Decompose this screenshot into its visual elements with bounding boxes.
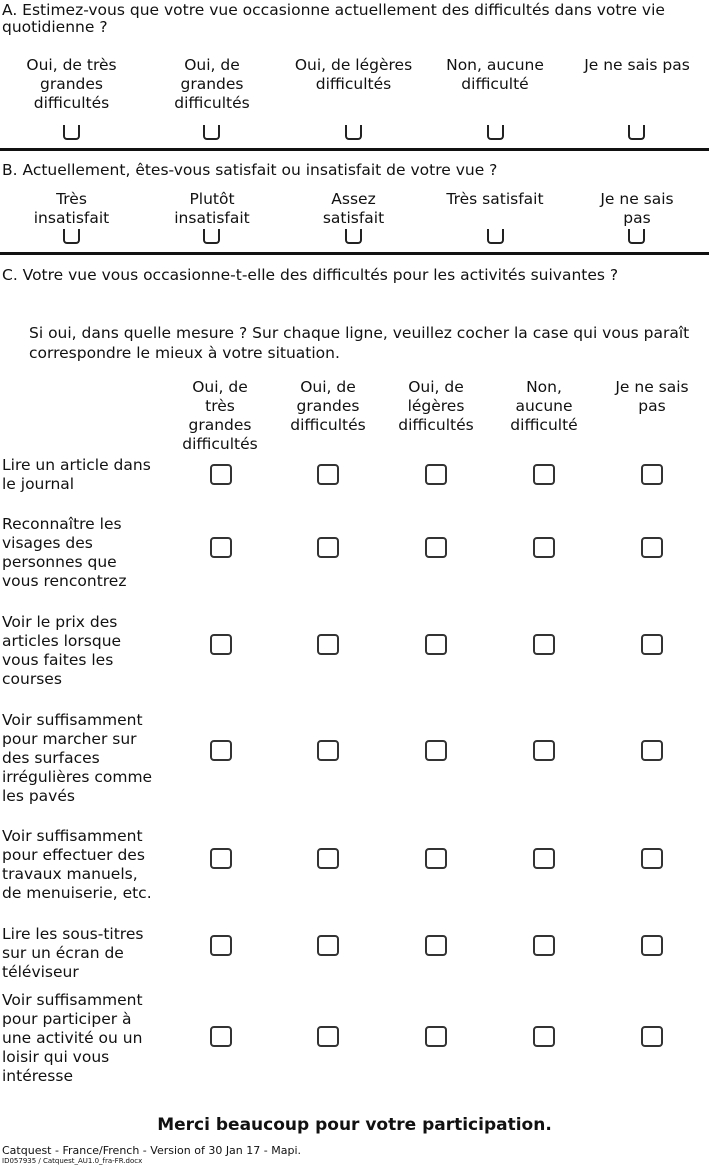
grid-checkbox[interactable] [317, 537, 339, 558]
section-b-checkbox-1[interactable] [63, 229, 80, 244]
grid-checkbox[interactable] [210, 537, 232, 558]
grid-checkbox[interactable] [641, 634, 663, 655]
section-a-question: A. Estimez-vous que votre vue occasionne actuellement des difficultés dans votre vie quotidienne ? [2, 1, 665, 36]
grid-checkbox[interactable] [317, 634, 339, 655]
grid-checkbox[interactable] [425, 464, 447, 485]
section-a-option-2: Oui, de grandes difficultés [174, 56, 250, 112]
grid-checkbox[interactable] [210, 740, 232, 761]
section-b-question: B. Actuellement, êtes-vous satisfait ou insatisfait de votre vue ? [2, 161, 498, 179]
grid-checkbox[interactable] [641, 935, 663, 956]
section-b-option-5: Je ne sais pas [600, 190, 674, 227]
section-a-checkbox-5[interactable] [628, 125, 645, 140]
section-c-instruction: Si oui, dans quelle mesure ? Sur chaque ligne, veuillez cocher la case qui vous paraît correspondre le mieux à votre situation. [29, 324, 690, 362]
grid-checkbox[interactable] [210, 464, 232, 485]
grid-row-label: Reconnaître les visages des personnes que vous rencontrez [2, 515, 127, 590]
grid-checkbox[interactable] [210, 634, 232, 655]
document-id: ID057935 / Catquest_AU1.0_fra-FR.docx [2, 1157, 143, 1165]
section-b-checkbox-5[interactable] [628, 229, 645, 244]
grid-checkbox[interactable] [425, 634, 447, 655]
section-a-option-3: Oui, de légères difficultés [294, 56, 413, 93]
section-c-question: C. Votre vue vous occasionne-t-elle des difficultés pour les activités suivantes ? [2, 266, 619, 284]
section-divider [0, 252, 709, 255]
section-a-option-4: Non, aucune difficulté [446, 56, 544, 93]
grid-checkbox[interactable] [317, 740, 339, 761]
grid-row-label: Lire un article dans le journal [2, 456, 151, 493]
section-b-option-4: Très satisfait [446, 190, 544, 208]
section-divider [0, 148, 709, 151]
grid-checkbox[interactable] [210, 935, 232, 956]
grid-checkbox[interactable] [425, 537, 447, 558]
grid-checkbox[interactable] [210, 848, 232, 869]
section-b-checkbox-3[interactable] [345, 229, 362, 244]
grid-checkbox[interactable] [533, 464, 555, 485]
section-a-checkbox-3[interactable] [345, 125, 362, 140]
section-b-option-1: Très insatisfait [33, 190, 110, 227]
grid-checkbox[interactable] [425, 740, 447, 761]
grid-row-label: Voir suffisamment pour participer à une activité ou un loisir qui vous intéresse [2, 991, 143, 1085]
section-b-option-3: Assez satisfait [322, 190, 385, 227]
grid-checkbox[interactable] [533, 935, 555, 956]
grid-checkbox[interactable] [425, 935, 447, 956]
grid-checkbox[interactable] [641, 740, 663, 761]
section-b-checkbox-4[interactable] [487, 229, 504, 244]
section-b-checkbox-2[interactable] [203, 229, 220, 244]
grid-checkbox[interactable] [533, 634, 555, 655]
grid-row-label: Voir suffisamment pour marcher sur des surfaces irrégulières comme les pavés [2, 711, 153, 805]
section-a-option-5: Je ne sais pas [584, 56, 690, 74]
grid-checkbox[interactable] [317, 464, 339, 485]
thank-you-message: Merci beaucoup pour votre participation. [157, 1115, 552, 1135]
grid-column-header-5: Je ne sais pas [615, 378, 689, 415]
grid-row-label: Voir suffisamment pour effectuer des travaux manuels, de menuiserie, etc. [2, 827, 152, 902]
grid-checkbox[interactable] [425, 848, 447, 869]
grid-checkbox[interactable] [425, 1026, 447, 1047]
grid-checkbox[interactable] [533, 537, 555, 558]
section-a-checkbox-2[interactable] [203, 125, 220, 140]
grid-checkbox[interactable] [533, 848, 555, 869]
section-a-option-1: Oui, de très grandes difficultés [26, 56, 117, 112]
grid-column-header-3: Oui, de légères difficultés [398, 378, 474, 434]
grid-checkbox[interactable] [317, 935, 339, 956]
grid-checkbox[interactable] [533, 740, 555, 761]
section-b-option-2: Plutôt insatisfait [174, 190, 250, 227]
grid-checkbox[interactable] [641, 1026, 663, 1047]
grid-checkbox[interactable] [317, 1026, 339, 1047]
grid-column-header-2: Oui, de grandes difficultés [290, 378, 366, 434]
grid-row-label: Voir le prix des articles lorsque vous faites les courses [2, 613, 122, 688]
grid-checkbox[interactable] [641, 848, 663, 869]
section-a-checkbox-4[interactable] [487, 125, 504, 140]
grid-row-label: Lire les sous-titres sur un écran de téléviseur [2, 925, 144, 981]
grid-checkbox[interactable] [533, 1026, 555, 1047]
grid-checkbox[interactable] [317, 848, 339, 869]
section-a-checkbox-1[interactable] [63, 125, 80, 140]
version-footer: Catquest - France/French - Version of 30 Jan 17 - Mapi. [2, 1144, 301, 1157]
grid-checkbox[interactable] [641, 464, 663, 485]
grid-column-header-1: Oui, de très grandes difficultés [182, 378, 258, 453]
grid-column-header-4: Non, aucune difficulté [510, 378, 578, 434]
grid-checkbox[interactable] [210, 1026, 232, 1047]
grid-checkbox[interactable] [641, 537, 663, 558]
